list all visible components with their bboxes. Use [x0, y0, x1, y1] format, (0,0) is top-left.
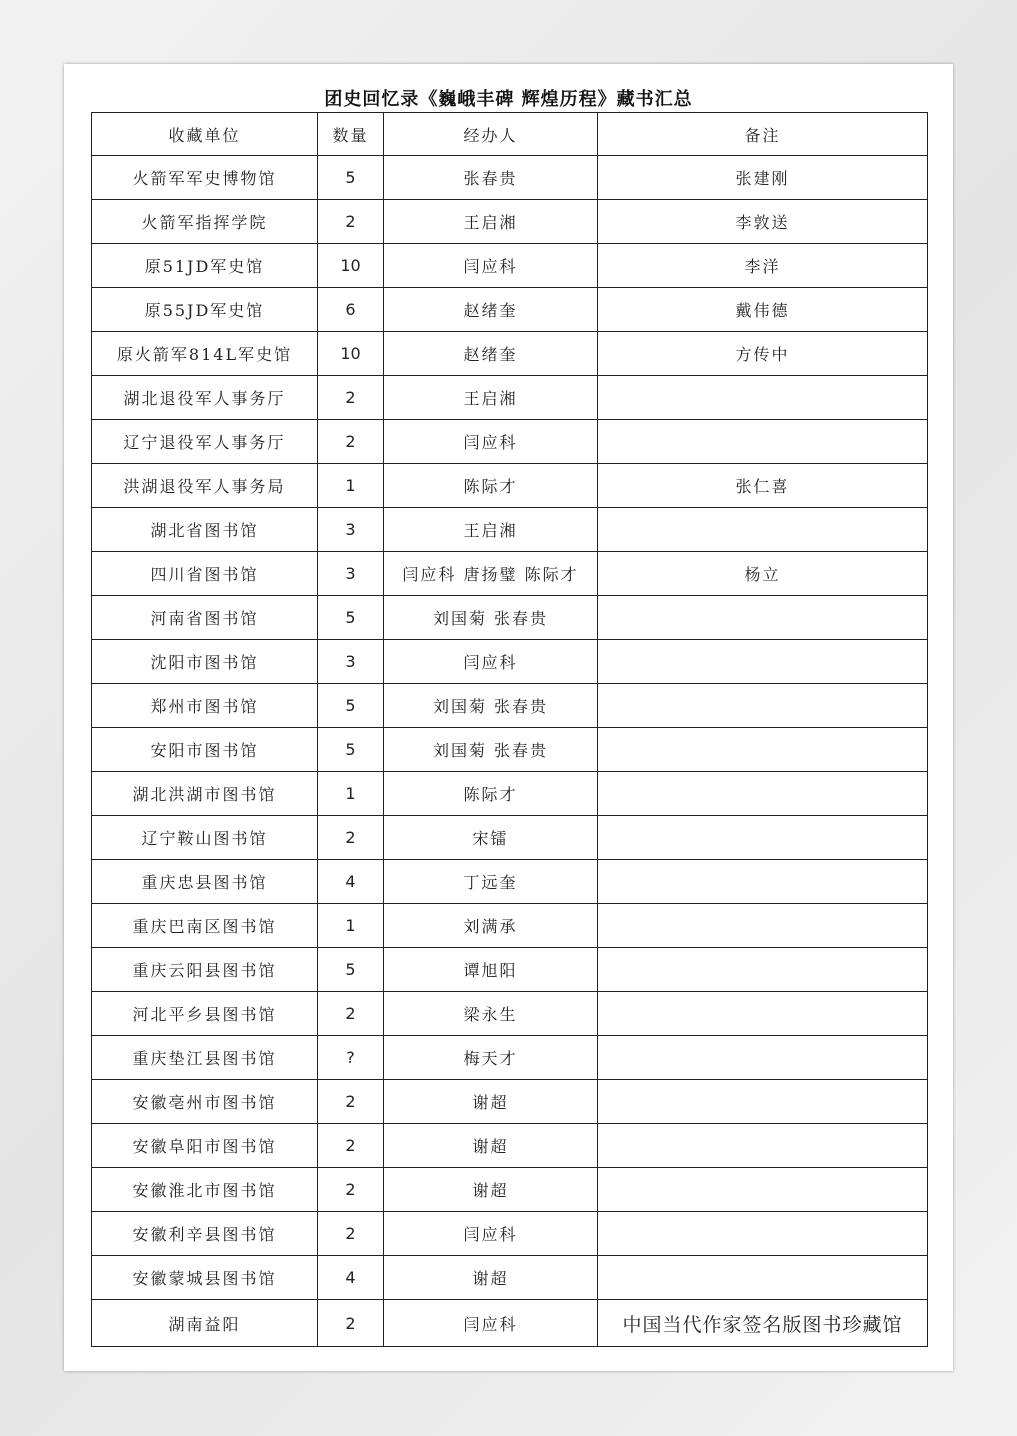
- cell-handler: 谭旭阳: [384, 948, 598, 992]
- cell-handler: 陈际才: [384, 464, 598, 508]
- cell-handler: 梁永生: [384, 992, 598, 1036]
- cell-collector: 郑州市图书馆: [92, 684, 318, 728]
- cell-remark: [598, 1036, 928, 1080]
- cell-quantity: 2: [318, 1080, 384, 1124]
- cell-collector: 湖北退役军人事务厅: [92, 376, 318, 420]
- cell-handler: 王启湘: [384, 508, 598, 552]
- cell-remark: [598, 816, 928, 860]
- cell-remark: 杨立: [598, 552, 928, 596]
- cell-handler: 刘满承: [384, 904, 598, 948]
- table-row: [92, 552, 928, 596]
- cell-quantity: 2: [318, 200, 384, 244]
- table-row: [92, 508, 928, 552]
- document-page: [64, 64, 953, 1371]
- cell-quantity: 3: [318, 640, 384, 684]
- cell-collector: 安徽亳州市图书馆: [92, 1080, 318, 1124]
- table-row: [92, 992, 928, 1036]
- cell-quantity: 5: [318, 948, 384, 992]
- cell-remark: [598, 992, 928, 1036]
- cell-quantity: 2: [318, 1212, 384, 1256]
- header-remark: 备注: [598, 113, 928, 156]
- cell-remark: 张建刚: [598, 156, 928, 200]
- cell-handler: 谢超: [384, 1124, 598, 1168]
- cell-remark: 李洋: [598, 244, 928, 288]
- cell-quantity: 3: [318, 552, 384, 596]
- table-row: [92, 596, 928, 640]
- table-row: [92, 1036, 928, 1080]
- cell-handler: 刘国菊 张春贵: [384, 684, 598, 728]
- cell-collector: 安徽利辛县图书馆: [92, 1212, 318, 1256]
- cell-remark: [598, 772, 928, 816]
- cell-handler: 谢超: [384, 1080, 598, 1124]
- cell-remark: [598, 948, 928, 992]
- cell-handler: 谢超: [384, 1168, 598, 1212]
- cell-quantity: 1: [318, 772, 384, 816]
- table-row: [92, 1256, 928, 1300]
- cell-quantity: 3: [318, 508, 384, 552]
- cell-remark: 中国当代作家签名版图书珍藏馆: [598, 1300, 928, 1347]
- header-quantity: 数量: [318, 113, 384, 156]
- cell-handler: 闫应科: [384, 1212, 598, 1256]
- cell-remark: [598, 596, 928, 640]
- cell-remark: 方传中: [598, 332, 928, 376]
- cell-remark: [598, 860, 928, 904]
- cell-handler: 赵绪奎: [384, 332, 598, 376]
- cell-quantity: 2: [318, 420, 384, 464]
- cell-collector: 河北平乡县图书馆: [92, 992, 318, 1036]
- cell-collector: 湖北省图书馆: [92, 508, 318, 552]
- cell-remark: [598, 640, 928, 684]
- table-row: [92, 904, 928, 948]
- cell-handler: 丁远奎: [384, 860, 598, 904]
- cell-remark: 李敦送: [598, 200, 928, 244]
- cell-remark: [598, 728, 928, 772]
- cell-quantity: 2: [318, 992, 384, 1036]
- cell-handler: 陈际才: [384, 772, 598, 816]
- cell-collector: 安阳市图书馆: [92, 728, 318, 772]
- table-row: [92, 464, 928, 508]
- table-row: [92, 244, 928, 288]
- table-row: [92, 200, 928, 244]
- table-row: [92, 772, 928, 816]
- cell-collector: 辽宁退役军人事务厅: [92, 420, 318, 464]
- cell-quantity: 5: [318, 596, 384, 640]
- table-header-row: [92, 113, 928, 156]
- cell-handler: 张春贵: [384, 156, 598, 200]
- cell-collector: 辽宁鞍山图书馆: [92, 816, 318, 860]
- header-collector: 收藏单位: [92, 113, 318, 156]
- cell-handler: 梅天才: [384, 1036, 598, 1080]
- cell-collector: 原55JD军史馆: [92, 288, 318, 332]
- header-handler: 经办人: [384, 113, 598, 156]
- table-row: [92, 332, 928, 376]
- cell-collector: 湖南益阳: [92, 1300, 318, 1347]
- table-row: [92, 948, 928, 992]
- cell-collector: 原51JD军史馆: [92, 244, 318, 288]
- cell-quantity: 10: [318, 332, 384, 376]
- cell-handler: 宋镭: [384, 816, 598, 860]
- cell-handler: 刘国菊 张春贵: [384, 596, 598, 640]
- cell-remark: [598, 1080, 928, 1124]
- cell-handler: 闫应科: [384, 244, 598, 288]
- cell-handler: 闫应科 唐扬璧 陈际才: [384, 552, 598, 596]
- cell-quantity: 6: [318, 288, 384, 332]
- document-title: 团史回忆录《巍峨丰碑 辉煌历程》藏书汇总: [324, 89, 693, 110]
- table-row: [92, 288, 928, 332]
- table-row: [92, 376, 928, 420]
- table-body: [92, 156, 928, 1347]
- cell-remark: [598, 1256, 928, 1300]
- cell-handler: 王启湘: [384, 200, 598, 244]
- cell-collector: 沈阳市图书馆: [92, 640, 318, 684]
- cell-quantity: ?: [318, 1036, 384, 1080]
- table-row: [92, 860, 928, 904]
- cell-remark: 张仁喜: [598, 464, 928, 508]
- cell-remark: [598, 684, 928, 728]
- table-row: [92, 684, 928, 728]
- table-row: [92, 156, 928, 200]
- cell-quantity: 2: [318, 816, 384, 860]
- cell-handler: 闫应科: [384, 420, 598, 464]
- cell-collector: 火箭军军史博物馆: [92, 156, 318, 200]
- table-row: [92, 420, 928, 464]
- cell-quantity: 2: [318, 1168, 384, 1212]
- cell-remark: [598, 376, 928, 420]
- cell-collector: 安徽蒙城县图书馆: [92, 1256, 318, 1300]
- cell-collector: 湖北洪湖市图书馆: [92, 772, 318, 816]
- cell-remark: [598, 508, 928, 552]
- cell-collector: 洪湖退役军人事务局: [92, 464, 318, 508]
- table-row: [92, 728, 928, 772]
- cell-quantity: 10: [318, 244, 384, 288]
- cell-remark: [598, 1168, 928, 1212]
- cell-remark: [598, 420, 928, 464]
- cell-quantity: 2: [318, 376, 384, 420]
- cell-handler: 赵绪奎: [384, 288, 598, 332]
- cell-remark: [598, 1212, 928, 1256]
- cell-remark: [598, 904, 928, 948]
- cell-collector: 火箭军指挥学院: [92, 200, 318, 244]
- cell-handler: 刘国菊 张春贵: [384, 728, 598, 772]
- cell-collector: 重庆云阳县图书馆: [92, 948, 318, 992]
- cell-collector: 重庆垫江县图书馆: [92, 1036, 318, 1080]
- collection-table: [91, 112, 928, 1347]
- cell-handler: 王启湘: [384, 376, 598, 420]
- cell-remark: 戴伟德: [598, 288, 928, 332]
- table-row: [92, 1168, 928, 1212]
- cell-collector: 重庆巴南区图书馆: [92, 904, 318, 948]
- table-row: [92, 1212, 928, 1256]
- cell-remark: [598, 1124, 928, 1168]
- cell-quantity: 5: [318, 156, 384, 200]
- cell-collector: 重庆忠县图书馆: [92, 860, 318, 904]
- table-row: [92, 1124, 928, 1168]
- table-row: [92, 1300, 928, 1347]
- cell-handler: 闫应科: [384, 1300, 598, 1347]
- cell-collector: 四川省图书馆: [92, 552, 318, 596]
- cell-quantity: 4: [318, 860, 384, 904]
- cell-collector: 安徽淮北市图书馆: [92, 1168, 318, 1212]
- table-row: [92, 816, 928, 860]
- cell-collector: 安徽阜阳市图书馆: [92, 1124, 318, 1168]
- cell-collector: 河南省图书馆: [92, 596, 318, 640]
- cell-handler: 闫应科: [384, 640, 598, 684]
- table-row: [92, 640, 928, 684]
- cell-quantity: 4: [318, 1256, 384, 1300]
- cell-collector: 原火箭军814L军史馆: [92, 332, 318, 376]
- cell-quantity: 5: [318, 684, 384, 728]
- table-row: [92, 1080, 928, 1124]
- cell-handler: 谢超: [384, 1256, 598, 1300]
- cell-quantity: 2: [318, 1300, 384, 1347]
- cell-quantity: 5: [318, 728, 384, 772]
- cell-quantity: 1: [318, 904, 384, 948]
- cell-quantity: 1: [318, 464, 384, 508]
- cell-quantity: 2: [318, 1124, 384, 1168]
